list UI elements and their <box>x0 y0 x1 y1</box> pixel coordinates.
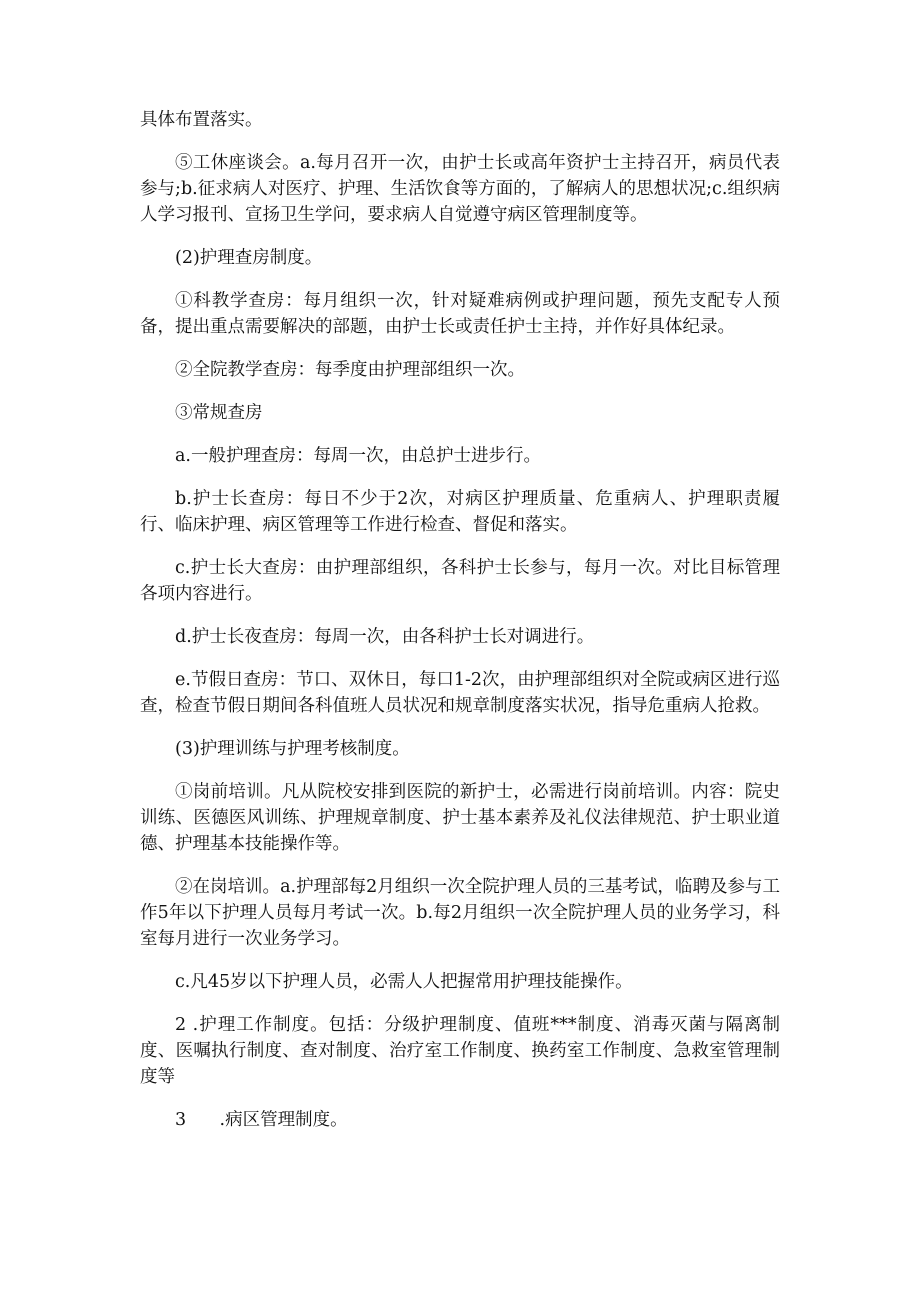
paragraph: (3)护理训练与护理考核制度。 <box>175 739 410 759</box>
paragraph: e.节假日查房：节口、双休日，每口1-2次，由护理部组织对全院或病区进行巡查，检查节假日期间各科值班人员状况和规章制度落实状况，指导危重病人抢救。 <box>140 670 780 716</box>
paragraph: c.护士长大查房：由护理部组织，各科护士长参与，每月一次。对比目标管理各项内容进行。 <box>140 558 780 604</box>
paragraph: (2)护理查房制度。 <box>175 248 323 268</box>
paragraph: ②全院教学查房：每季度由护理部组织一次。 <box>175 360 525 380</box>
paragraph: ①岗前培训。凡从院校安排到医院的新护士，必需进行岗前培训。内容：院史训练、医德医风训练、护理规章制度、护士基本素养及礼仪法律规范、护士职业道德、护理基本技能操作等。 <box>140 782 780 854</box>
paragraph: c.凡45岁以下护理人员，必需人人把握常用护理技能操作。 <box>175 972 633 992</box>
paragraph: d.护士长夜查房：每周一次，由各科护士长对调进行。 <box>175 627 595 647</box>
paragraph: 3 .病区管理制度。 <box>175 1110 348 1130</box>
paragraph: ③常规查房 <box>175 403 263 423</box>
paragraph: ①科教学查房：每月组织一次，针对疑难病例或护理问题，预先支配专人预备，提出重点需要解决的部题，由护士长或责任护士主持，并作好具体纪录。 <box>140 291 780 337</box>
paragraph: ②在岗培训。a.护理部每2月组织一次全院护理人员的三基考试，临聘及参与工作5年以下护理人员每月考试一次。b.每2月组织一次全院护理人员的业务学习，科室每月进行一次业务学习。 <box>140 877 780 949</box>
paragraph: 2 .护理工作制度。包括：分级护理制度、值班***制度、消毒灭菌与隔离制度、医嘱执行制度、查对制度、治疗室工作制度、换药室工作制度、急救室管理制度等 <box>140 1015 780 1087</box>
paragraph: 具体布置落实。 <box>140 110 263 130</box>
paragraph: b.护士长查房：每日不少于2次，对病区护理质量、危重病人、护理职责履行、临床护理、病区管理等工作进行检查、督促和落实。 <box>140 489 780 535</box>
paragraph: ⑤工休座谈会。a.每月召开一次，由护士长或高年资护士主持召开，病员代表参与;b.征求病人对医疗、护理、生活饮食等方面的，了解病人的思想状况;c.组织病人学习报刊、宣扬卫生学问，要求病人自觉遵守病区管理制度等。 <box>140 153 780 225</box>
paragraph: a.一般护理查房：每周一次，由总护士进步行。 <box>175 446 541 466</box>
